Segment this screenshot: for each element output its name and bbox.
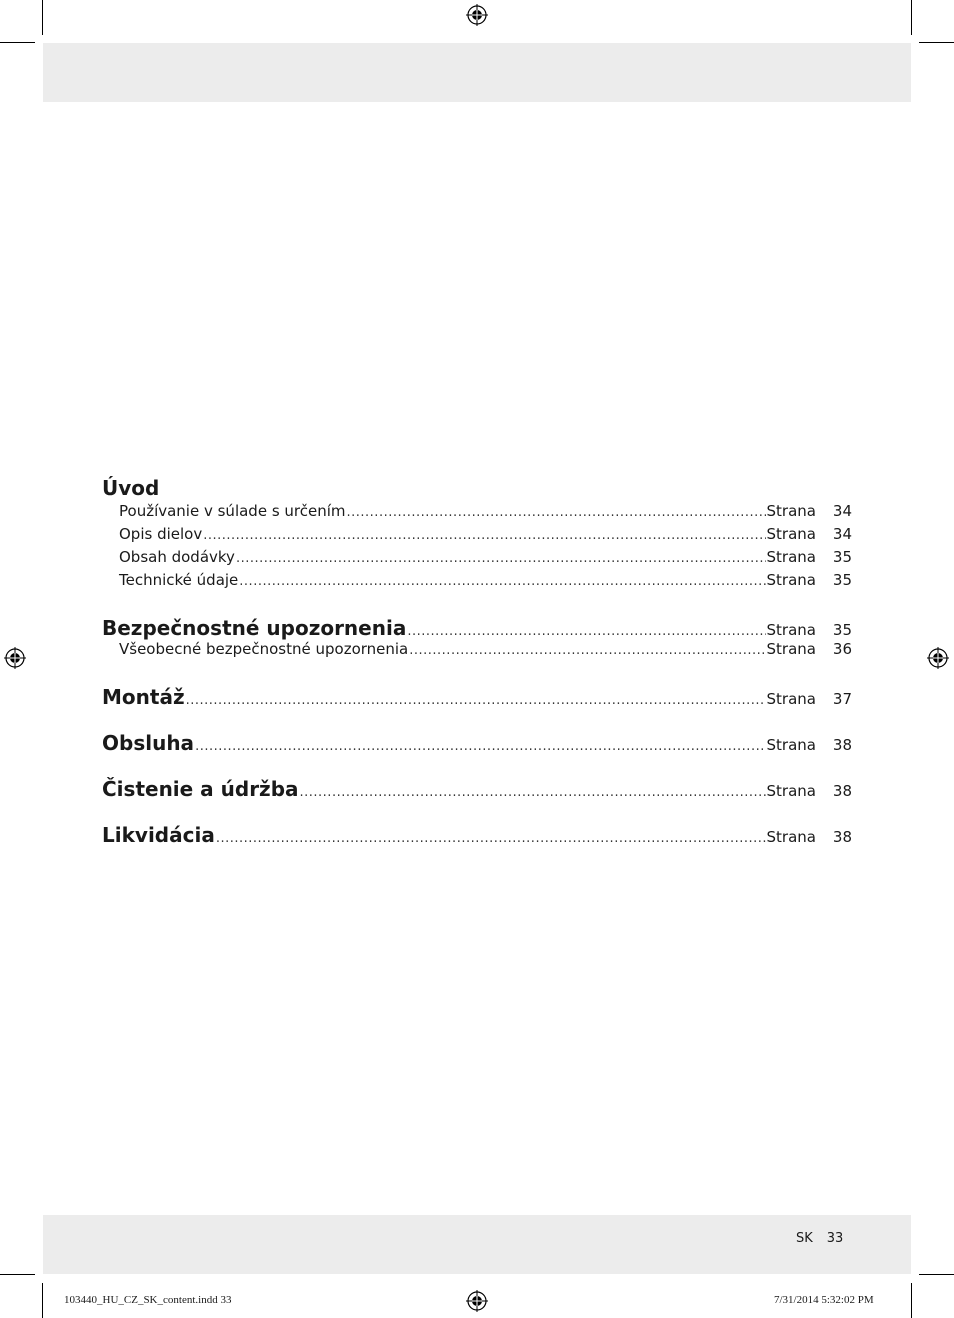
toc-heading-intro: Úvod (102, 476, 160, 500)
toc-entry-strana: Strana (766, 621, 816, 639)
footer-band (43, 1215, 911, 1274)
crop-mark (919, 1274, 954, 1275)
toc-entry-label: Používanie v súlade s určením (119, 502, 346, 520)
language-code: SK (796, 1231, 813, 1246)
toc-entry-label: Opis dielov (119, 525, 203, 543)
toc-entry-page: 36 (832, 640, 852, 658)
crop-mark (42, 0, 43, 35)
toc-entry-label: Všeobecné bezpečnostné upozornenia (119, 640, 409, 658)
dot-leader (239, 574, 765, 589)
toc-entry-label: Obsah dodávky (119, 548, 235, 566)
toc-entry-strana: Strana (766, 690, 816, 708)
toc-section-operation[interactable] (102, 731, 852, 755)
toc-entry[interactable] (102, 525, 852, 548)
page-number: 33 (826, 1231, 844, 1246)
toc-entry-label: Technické údaje (119, 571, 239, 589)
toc-entry-strana: Strana (766, 828, 816, 846)
toc-entry[interactable] (102, 548, 852, 571)
page-footer (796, 1231, 857, 1246)
dot-leader (216, 831, 766, 846)
dot-leader (203, 528, 765, 543)
toc-entry[interactable] (102, 640, 852, 663)
crop-mark (0, 1274, 35, 1275)
toc-entry-page: 35 (832, 571, 852, 589)
toc-entry[interactable] (102, 502, 852, 525)
dot-leader (347, 505, 766, 520)
slug-datetime: 7/31/2014 5:32:02 PM (774, 1294, 874, 1306)
toc-section-label: Obsluha (102, 731, 195, 755)
toc-entry-strana: Strana (766, 525, 816, 543)
crop-mark (0, 42, 35, 43)
dot-leader (300, 785, 766, 800)
registration-mark-icon (466, 1290, 488, 1312)
toc-entry-page: 38 (832, 736, 852, 754)
registration-mark-icon (466, 4, 488, 26)
toc-section-label: Montáž (102, 685, 185, 709)
crop-mark (911, 0, 912, 35)
dot-leader (195, 739, 765, 754)
table-of-contents (102, 474, 852, 847)
toc-entry-page: 37 (832, 690, 852, 708)
toc-entry-page: 38 (832, 782, 852, 800)
toc-entry-page: 35 (832, 548, 852, 566)
dot-leader (407, 624, 765, 639)
dot-leader (186, 693, 766, 708)
toc-section-label: Likvidácia (102, 823, 215, 847)
crop-mark (42, 1283, 43, 1318)
toc-entry-strana: Strana (766, 548, 816, 566)
dot-leader (236, 551, 766, 566)
dot-leader (409, 643, 765, 658)
toc-entry-strana: Strana (766, 502, 816, 520)
toc-entry-page: 35 (832, 621, 852, 639)
toc-entry-strana: Strana (766, 640, 816, 658)
toc-entry-strana: Strana (766, 782, 816, 800)
toc-entry-strana: Strana (766, 736, 816, 754)
toc-section-safety[interactable] (102, 616, 852, 640)
crop-mark (911, 1283, 912, 1318)
crop-mark (919, 42, 954, 43)
toc-entry-page: 38 (832, 828, 852, 846)
toc-section-label: Čistenie a údržba (102, 777, 299, 801)
toc-entry-page: 34 (832, 525, 852, 543)
toc-entry[interactable] (102, 571, 852, 594)
toc-section-label: Bezpečnostné upozornenia (102, 616, 407, 640)
registration-mark-icon (4, 647, 26, 669)
header-band (43, 43, 911, 102)
registration-mark-icon (927, 647, 949, 669)
toc-entry-page: 34 (832, 502, 852, 520)
slug-filename: 103440_HU_CZ_SK_content.indd 33 (64, 1294, 232, 1306)
toc-section-assembly[interactable] (102, 685, 852, 709)
toc-section-cleaning[interactable] (102, 777, 852, 801)
toc-entry-strana: Strana (766, 571, 816, 589)
toc-section-disposal[interactable] (102, 823, 852, 847)
